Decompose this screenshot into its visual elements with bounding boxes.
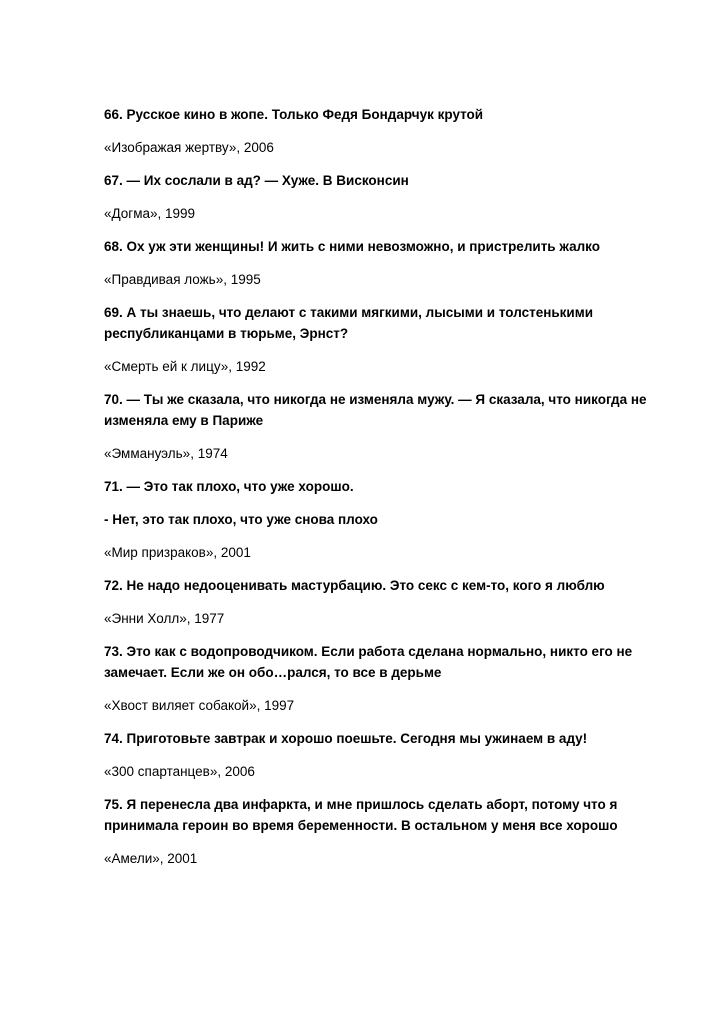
quote-source: «Амели», 2001 [104,851,198,866]
quote-entry-74 [104,728,684,782]
quote-entry-69 [104,302,684,377]
quote-entry-67 [104,170,684,224]
quote-text: 71. — Это так плохо, что уже хорошо. [104,479,354,494]
quote-source: «Смерть ей к лицу», 1992 [104,359,266,374]
quote-entry-72 [104,575,684,629]
quote-source: «Правдивая ложь», 1995 [104,272,261,287]
quote-entry-70 [104,389,684,464]
quote-text: 73. Это как с водопроводчиком. Если работа сделана нормально, никто его не замечает. Если же он обо…рался, то все в дерьме [104,644,633,680]
quote-text: 72. Не надо недооценивать мастурбацию. Это секс с кем-то, кого я люблю [104,578,605,593]
quote-entry-73 [104,641,684,716]
quote-source: «Энни Холл», 1977 [104,611,225,626]
quote-entry-66 [104,104,684,158]
quote-entry-71 [104,476,684,563]
quote-source: «Догма», 1999 [104,206,196,221]
quote-source: «300 спартанцев», 2006 [104,764,255,779]
quote-source: «Эммануэль», 1974 [104,446,228,461]
quote-text-continued: - Нет, это так плохо, что уже снова плохо [104,512,378,527]
quote-text: 66. Русское кино в жопе. Только Федя Бондарчук крутой [104,107,484,122]
quote-source: «Изображая жертву», 2006 [104,140,274,155]
quote-text: 68. Ох уж эти женщины! И жить с ними невозможно, и пристрелить жалко [104,239,600,254]
quote-text: 69. А ты знаешь, что делают с такими мягкими, лысыми и толстенькими республиканцами в тюрьме, Эрнст? [104,305,594,341]
document-page [104,104,684,881]
quote-text: 74. Приготовьте завтрак и хорошо поешьте. Сегодня мы ужинаем в аду! [104,731,588,746]
quote-entry-68 [104,236,684,290]
quote-source: «Хвост виляет собакой», 1997 [104,698,295,713]
quote-entry-75 [104,794,684,869]
quote-text: 67. — Их сослали в ад? — Хуже. В Висконсин [104,173,409,188]
quote-text: 75. Я перенесла два инфаркта, и мне пришлось сделать аборт, потому что я принимала героин во время беременности. В остальном у меня все хорошо [104,797,618,833]
quote-text: 70. — Ты же сказала, что никогда не изменяла мужу. — Я сказала, что никогда не изменяла ему в Париже [104,392,647,428]
quote-source: «Мир призраков», 2001 [104,545,251,560]
